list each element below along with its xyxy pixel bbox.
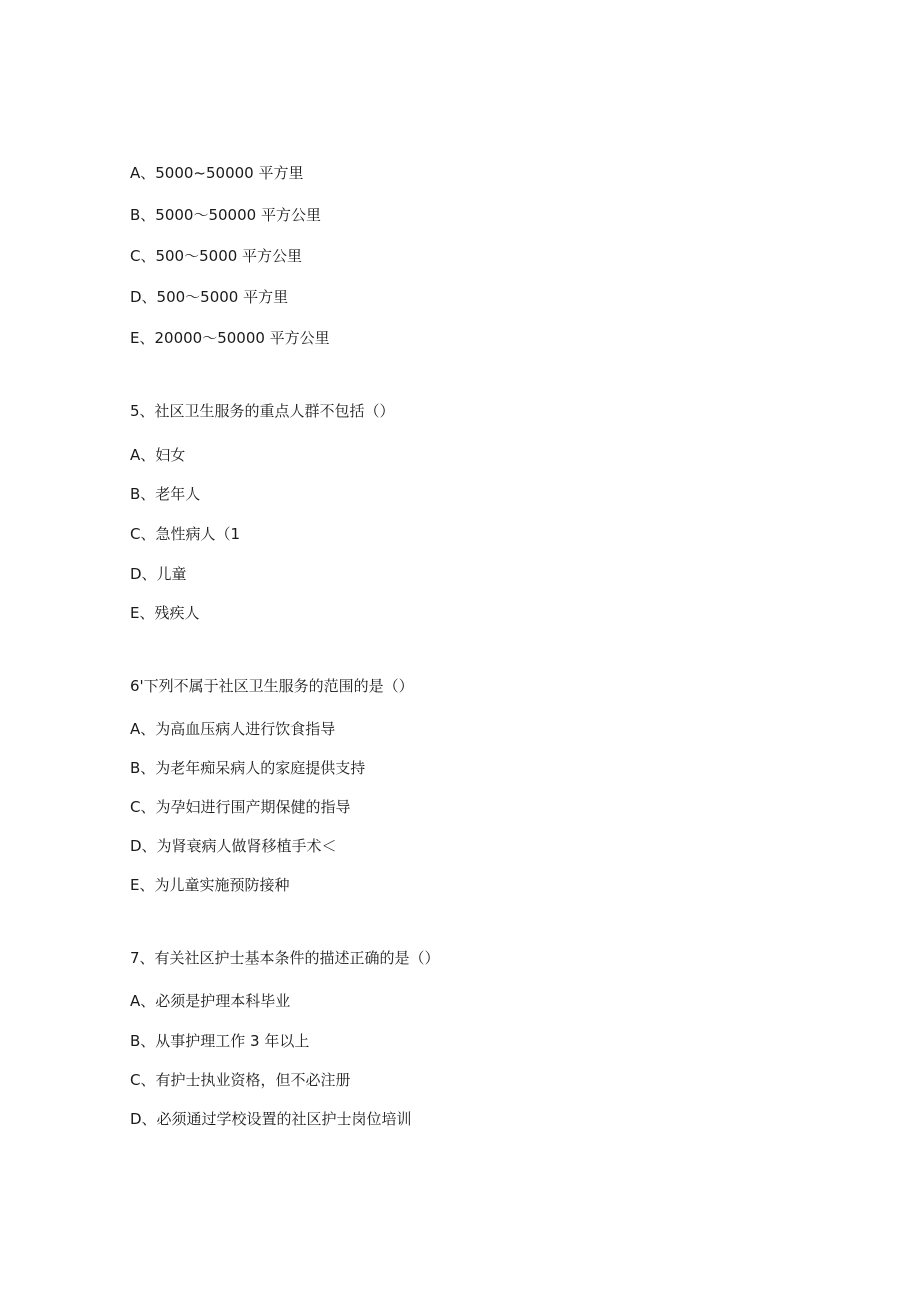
option-b: B、为老年痴呆病人的家庭提供支持 [130,759,366,777]
option-b: B、老年人 [130,485,201,503]
option-e: E、残疾人 [130,604,200,622]
question-stem: 5、社区卫生服务的重点人群不包括（） [130,402,395,420]
option-b: B、从事护理工作 3 年以上 [130,1032,310,1050]
option-a: A、妇女 [130,446,186,464]
option-d: D、500～5000 平方里 [130,288,289,306]
option-e: E、为儿童实施预防接种 [130,876,290,894]
option-c: C、有护士执业资格，但不必注册 [130,1071,351,1089]
option-a: A、为高血压病人进行饮食指导 [130,720,336,738]
question-stem: 7、有关社区护士基本条件的描述正确的是（） [130,949,440,967]
option-a: A、必须是护理本科毕业 [130,992,291,1010]
option-c: C、500～5000 平方公里 [130,247,303,265]
option-a: A、5000~50000 平方里 [130,164,304,182]
option-b: B、5000～50000 平方公里 [130,206,321,224]
option-d: D、儿童 [130,565,187,583]
option-c: C、急性病人（1 [130,525,241,543]
option-d: D、必须通过学校设置的社区护士岗位培训 [130,1110,412,1128]
option-d: D、为肾衰病人做肾移植手术＜ [130,837,337,855]
question-stem: 6'下列不属于社区卫生服务的范围的是（） [130,677,414,695]
option-c: C、为孕妇进行围产期保健的指导 [130,798,351,816]
option-e: E、20000～50000 平方公里 [130,329,330,347]
